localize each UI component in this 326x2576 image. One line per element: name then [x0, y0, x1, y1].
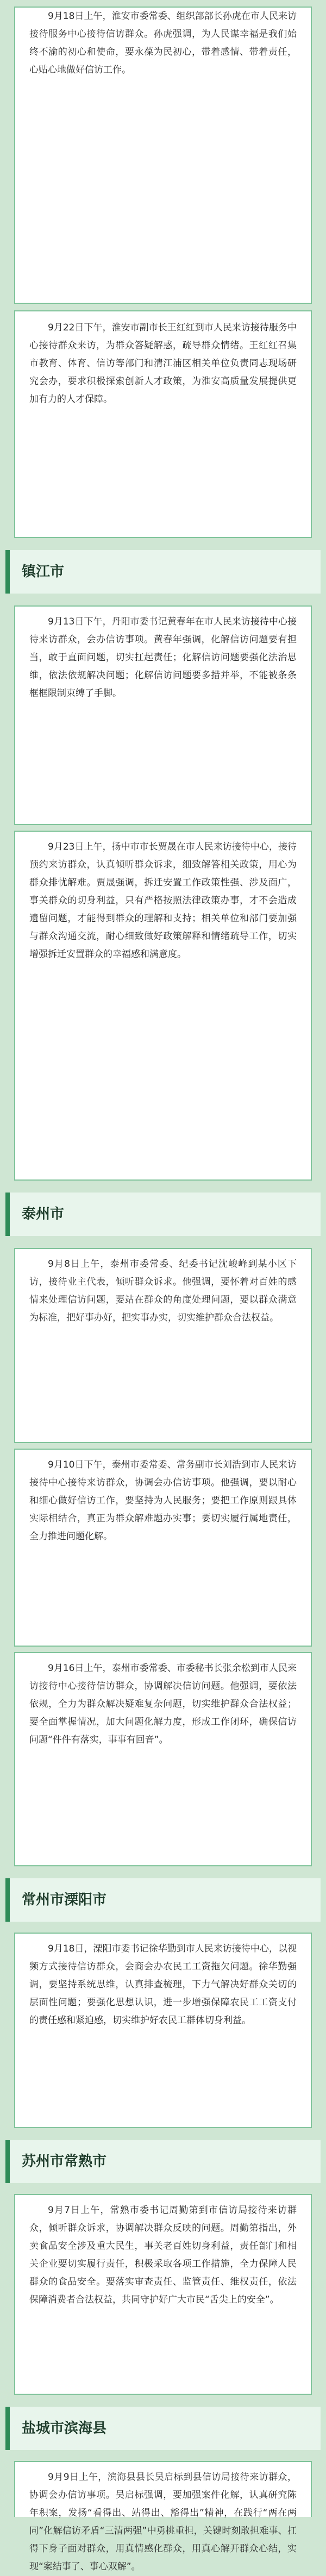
section-title: 常州市溧阳市 — [22, 1892, 107, 1908]
section-header-binhai — [5, 2407, 321, 2450]
section-title: 盐城市滨海县 — [22, 2420, 107, 2437]
news-paragraph: 9月23日上午，扬中市市长贾晟在市人民来访接待中心，接待预约来访群众，认真倾听群众诉求，细致解答相关政策，用心为群众排忧解难。贾晟强调，拆迁安置工作政策性强、涉及面广，事关群众的切身利益，只有严格按照法律政策办事，才不会造成遗留问题，才能得到群众的理解和支持；相关单位和部门要加强与群众沟通交流，耐心细致做好政策解释和情绪疏导工作，切实增强拆迁安置群众的幸福感和满意度。 — [29, 841, 297, 960]
news-card — [14, 605, 312, 825]
news-paragraph: 9月16日上午，泰州市委常委、市委秘书长张余松到市人民来访接待中心接待信访群众，协调解决信访问题。他强调，要依法依规，全力为群众解决疑难复杂问题，切实维护群众合法权益；要全面掌握情况，加大问题化解力度，形成工作闭环，确保信访问题“件件有落实，事事有回音”。 — [29, 1663, 297, 1745]
news-card — [14, 2461, 312, 2572]
section-title: 苏州市常熟市 — [22, 2153, 107, 2170]
section-header-liyang — [5, 1878, 321, 1922]
news-paragraph: 9月9日上午，滨海县县长吴启标到县信访局接待来访群众，协调会办信访事项。吴启标强调，要加强案件化解，认真研究陈年积案，发扬“看得出、站得出、豁得出”精神，在践行“两在两同”化解信访矛盾“三清两强”中勇挑重担，关键时刻敢担难事、扛得下身子面对群众，用真情感化群众，用真心解开群众心结，实现“案结事了、事心双解”。 — [29, 2472, 297, 2572]
news-card — [14, 1248, 312, 1443]
news-paragraph: 9月10日下午，泰州市委常委、常务副市长刘浩到市人民来访接待中心接待来访群众，协调会办信访事项。他强调，要以耐心和细心做好信访工作，要坚持为人民服务；要把工作原则跟具体实际相结合，真正为群众解难题办实事；要切实履行属地责任，全力推进问题化解。 — [29, 1459, 297, 1542]
news-paragraph: 9月18日上午，淮安市委常委、组织部部长孙虎在市人民来访接待服务中心接待信访群众。孙虎强调，为人民谋幸福是我们始终不渝的初心和使命，要永葆为民初心，带着感情、带着责任，心贴心地做好信访工作。 — [29, 11, 297, 75]
section-header-changshu — [5, 2140, 321, 2183]
news-paragraph: 9月18日，溧阳市委书记徐华勤到市人民来访接待中心，以视频方式接待信访群众，会商会办农民工工资拖欠问题。徐华勤强调，要坚持系统思维，认真排查梳理，下力气解决好群众关切的层面性问题；要强化思想认识，进一步增强保障农民工工资支付的责任感和紧迫感，切实维护好农民工群体切身利益。 — [29, 1943, 297, 2026]
news-card — [14, 831, 312, 1181]
news-card — [14, 2194, 312, 2395]
news-card — [14, 7, 312, 304]
news-card — [14, 1652, 312, 1866]
section-title: 镇江市 — [22, 564, 65, 580]
news-card — [14, 1933, 312, 2128]
news-card — [14, 1449, 312, 1647]
section-header-taizhou — [5, 1193, 321, 1236]
news-paragraph: 9月8日上午，泰州市委常委、纪委书记沈峻峰到某小区下访，接待业主代表，倾听群众诉求。他强调，要怀着对百姓的感情来处理信访问题，要站在群众的角度处理问题，要以群众满意为标准，把好事办好，把实事办实，切实维护群众合法权益。 — [29, 1259, 297, 1323]
news-paragraph: 9月13日下午，丹阳市委书记黄春年在市人民来访接待中心接待来访群众，会办信访事项。黄春年强调，化解信访问题要有担当，敢于直面问题，切实扛起责任；化解信访问题要强化法治思维，依法依规解决问题；化解信访问题要多措并举，不能被条条框框限制束缚了手脚。 — [29, 616, 297, 699]
section-header-zhenjiang — [5, 550, 321, 594]
section-title: 泰州市 — [22, 1206, 65, 1222]
news-paragraph: 9月7日上午，常熟市委书记周勤第到市信访局接待来访群众，倾听群众诉求，协调解决群众反映的问题。周勤第指出，外卖食品安全涉及重大民生，事关老百姓切身利益，责任部门和相关企业要切实履行责任，积极采取各项工作措施，全力保障人民群众的食品安全。要落实审查责任、监管责任、维权责任，依法保障消费者合法权益，共同守护好广大市民“舌尖上的安全”。 — [29, 2205, 297, 2305]
news-card — [14, 310, 312, 538]
news-paragraph: 9月22日下午，淮安市副市长王红红到市人民来访接待服务中心接待群众来访，为群众答疑解惑，疏导群众情绪。王红红召集市教育、体育、信访等部门和清江浦区相关单位负责同志现场研究会办，要求积极探索创新人才政策，为淮安高质量发展提供更加有力的人才保障。 — [29, 322, 297, 405]
